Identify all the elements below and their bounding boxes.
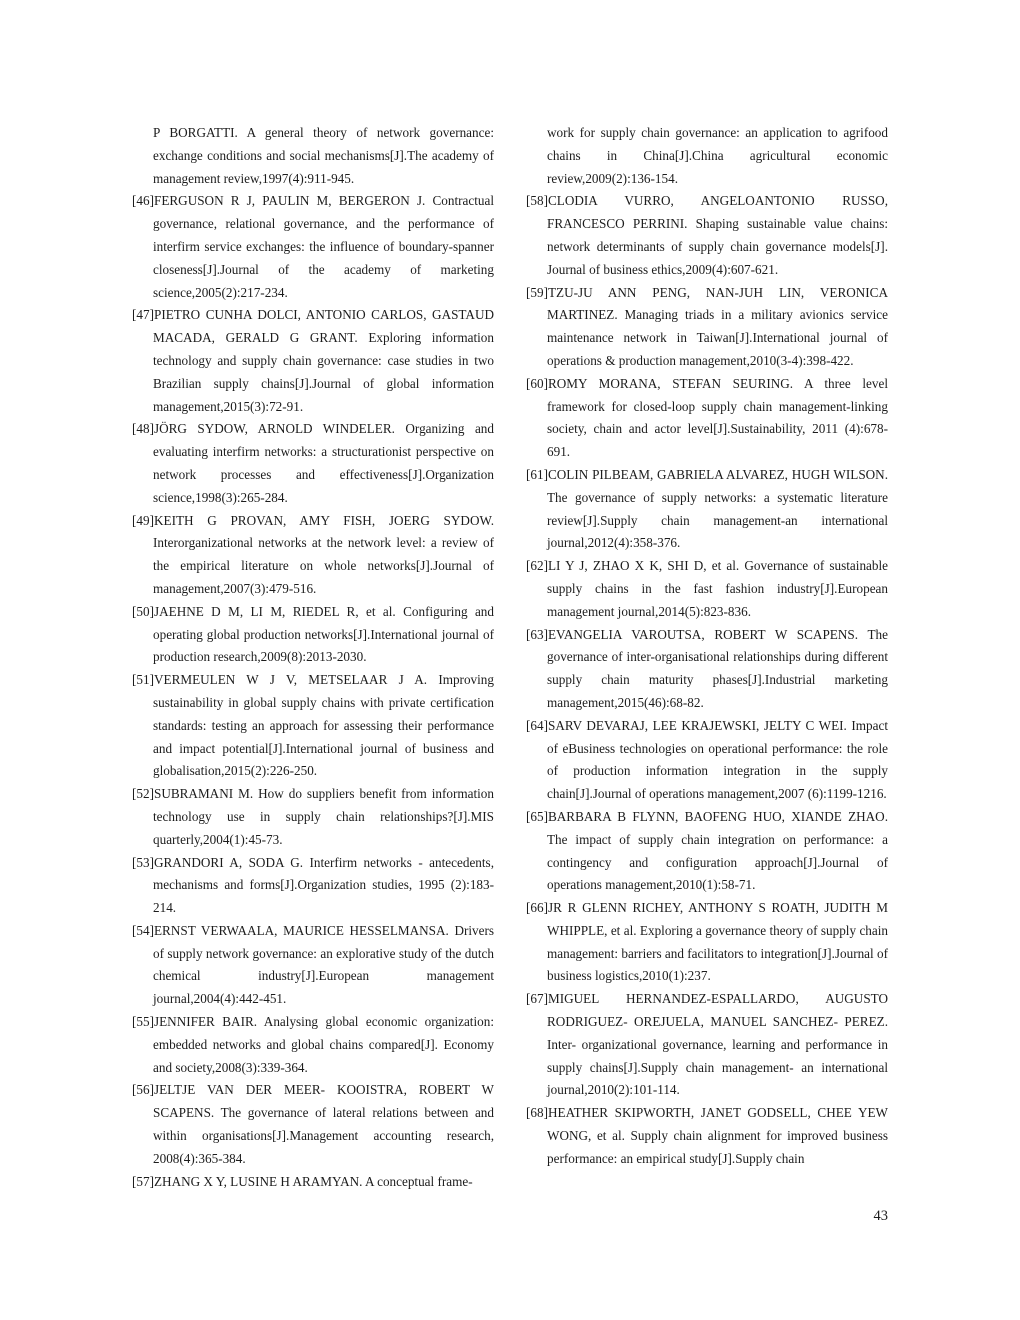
reference-text: MIGUEL HERNANDEZ-ESPALLARDO, AUGUSTO RODRIGUEZ- OREJUELA, MANUEL SANCHEZ- PEREZ. Inter- organizational governance, learning and performance in supply chains[J].Supply chain management- an international journal,2010(2):101-114.: [547, 991, 888, 1098]
reference-number: [57]: [132, 1173, 154, 1189]
reference-number: [56]: [132, 1082, 154, 1098]
reference-number: [52]: [132, 786, 154, 802]
reference-text: FERGUSON R J, PAULIN M, BERGERON J. Contractual governance, relational governance, and the performance of interfirm service exchanges: the influence of boundary-spanner closeness[J].Journal of the academy of marketing science,2005(2):217-234.: [153, 193, 494, 300]
reference-text: work for supply chain governance: an application to agrifood chains in China[J].China agricultural economic review,2009(2):136-154.: [547, 125, 888, 186]
reference-number: [48]: [132, 421, 154, 437]
reference-entry: [526, 464, 888, 555]
reference-entry: [132, 783, 494, 851]
reference-text: GRANDORI A, SODA G. Interfirm networks - antecedents, mechanisms and forms[J].Organization studies, 1995 (2):183-214.: [153, 854, 494, 916]
reference-number: [59]: [526, 284, 548, 300]
reference-number: [58]: [526, 193, 548, 209]
reference-text: ROMY MORANA, STEFAN SEURING. A three level framework for closed-loop supply chain management-linking society, chain and actor level[J].Sustainability, 2011 (4):678-691.: [547, 375, 888, 460]
reference-number: [51]: [132, 672, 154, 688]
reference-entry: [132, 1011, 494, 1079]
reference-number: [65]: [526, 808, 548, 824]
reference-text: JÖRG SYDOW, ARNOLD WINDELER. Organizing and evaluating interfirm networks: a structurationist perspective on network processes and effectiveness[J].Organization science,1998(3):265-284.: [153, 421, 494, 505]
reference-entry: [526, 555, 888, 623]
reference-number: [60]: [526, 375, 548, 391]
reference-continuation: [132, 122, 494, 190]
reference-entry: [526, 624, 888, 715]
reference-text: ZHANG X Y, LUSINE H ARAMYAN. A conceptual frame-: [153, 1173, 473, 1189]
reference-entry: [132, 669, 494, 783]
reference-entry: [526, 1102, 888, 1170]
reference-entry: [526, 373, 888, 464]
reference-entry: [526, 715, 888, 806]
reference-text: JR R GLENN RICHEY, ANTHONY S ROATH, JUDITH M WHIPPLE, et al. Exploring a governance theory of supply chain management: barriers and facilitators to integration[J].Journal of business logistics,2010(1):237.: [547, 900, 888, 984]
reference-number: [53]: [132, 854, 154, 870]
reference-number: [61]: [526, 466, 548, 482]
reference-entry: [132, 304, 494, 418]
reference-text: ERNST VERWAALA, MAURICE HESSELMANSA. Drivers of supply network governance: an explorative study of the dutch chemical industry[J].European management journal,2004(4):442-451.: [153, 922, 494, 1007]
reference-entry: [526, 897, 888, 988]
reference-entry: [526, 806, 888, 897]
reference-number: [66]: [526, 900, 548, 916]
reference-text: TZU-JU ANN PENG, NAN-JUH LIN, VERONICA MARTINEZ. Managing triads in a military avionics service maintenance network in Taiwan[J].International journal of operations & production management,2010(3-4):398-422.: [547, 284, 888, 368]
reference-text: P BORGATTI. A general theory of network governance: exchange conditions and social mechanisms[J].The academy of management review,1997(4):911-945.: [153, 125, 494, 186]
reference-number: [67]: [526, 991, 548, 1007]
reference-number: [64]: [526, 717, 548, 733]
reference-text: COLIN PILBEAM, GABRIELA ALVAREZ, HUGH WILSON. The governance of supply networks: a systematic literature review[J].Supply chain management-an international journal,2012(4):358-376.: [547, 466, 888, 551]
reference-entry: [132, 852, 494, 920]
reference-text: PIETRO CUNHA DOLCI, ANTONIO CARLOS, GASTAUD MACADA, GERALD G GRANT. Exploring information technology and supply chain governance: case studies in two Brazilian supply chains[J].Journal of global information management,2015(3):72-91.: [153, 307, 494, 414]
reference-number: [47]: [132, 307, 154, 323]
reference-entry: [132, 190, 494, 304]
page-number: 43: [873, 1208, 888, 1224]
reference-number: [50]: [132, 603, 154, 619]
reference-continuation: [526, 122, 888, 190]
reference-text: HEATHER SKIPWORTH, JANET GODSELL, CHEE YEW WONG, et al. Supply chain alignment for improved business performance: an empirical study[J].Supply chain: [547, 1105, 888, 1166]
reference-text: JELTJE VAN DER MEER- KOOISTRA, ROBERT W SCAPENS. The governance of lateral relations between and within organisations[J].Management accounting research, 2008(4):365-384.: [153, 1082, 494, 1166]
reference-entry: [132, 601, 494, 669]
reference-text: VERMEULEN W J V, METSELAAR J A. Improving sustainability in global supply chains with private certification standards: testing an approach for assessing their performance and impact potential[J].International journal of business and globalisation,2015(2):226-250.: [153, 672, 494, 779]
reference-number: [63]: [526, 626, 548, 642]
reference-text: SUBRAMANI M. How do suppliers benefit from information technology use in supply chain relationships?[J].MIS quarterly,2004(1):45-73.: [153, 786, 494, 847]
reference-text: SARV DEVARAJ, LEE KRAJEWSKI, JELTY C WEI. Impact of eBusiness technologies on operational performance: the role of production information integration in the supply chain[J].Journal of operations management,2007 (6):1199-1216.: [547, 717, 888, 802]
reference-text: EVANGELIA VAROUTSA, ROBERT W SCAPENS. The governance of inter-organisational relationships during different supply chain maturity phases[J].Industrial marketing management,2015(46):68-82.: [547, 626, 888, 710]
reference-entry: [132, 1171, 494, 1194]
reference-entry: [132, 418, 494, 509]
reference-entry: [526, 988, 888, 1102]
reference-entry: [526, 282, 888, 373]
left-column: [132, 122, 494, 1193]
reference-number: [46]: [132, 193, 154, 209]
reference-number: [49]: [132, 512, 154, 528]
reference-number: [62]: [526, 558, 548, 574]
reference-number: [54]: [132, 922, 154, 938]
reference-number: [68]: [526, 1105, 548, 1121]
reference-number: [55]: [132, 1014, 154, 1030]
reference-text: KEITH G PROVAN, AMY FISH, JOERG SYDOW. Interorganizational networks at the network level: a review of the empirical literature on whole networks[J].Journal of management,2007(3):479-516.: [153, 512, 494, 596]
reference-text: JENNIFER BAIR. Analysing global economic organization: embedded networks and global chains compared[J]. Economy and society,2008(3):339-364.: [153, 1014, 494, 1075]
reference-entry: [132, 510, 494, 601]
reference-text: BARBARA B FLYNN, BAOFENG HUO, XIANDE ZHAO. The impact of supply chain integration on performance: a contingency and configuration approach[J].Journal of operations management,2010(1):58-71.: [547, 808, 888, 893]
right-column: [526, 122, 888, 1171]
reference-entry: [132, 1079, 494, 1170]
reference-text: JAEHNE D M, LI M, RIEDEL R, et al. Configuring and operating global production networks[J].International journal of production research,2009(8):2013-2030.: [153, 603, 494, 665]
reference-text: CLODIA VURRO, ANGELOANTONIO RUSSO, FRANCESCO PERRINI. Shaping sustainable value chains: network determinants of supply chain governance models[J]. Journal of business ethics,2009(4):607-621.: [547, 193, 888, 277]
reference-entry: [526, 190, 888, 281]
reference-entry: [132, 920, 494, 1011]
reference-text: LI Y J, ZHAO X K, SHI D, et al. Governance of sustainable supply chains in the fast fashion industry[J].European management journal,2014(5):823-836.: [547, 558, 888, 619]
